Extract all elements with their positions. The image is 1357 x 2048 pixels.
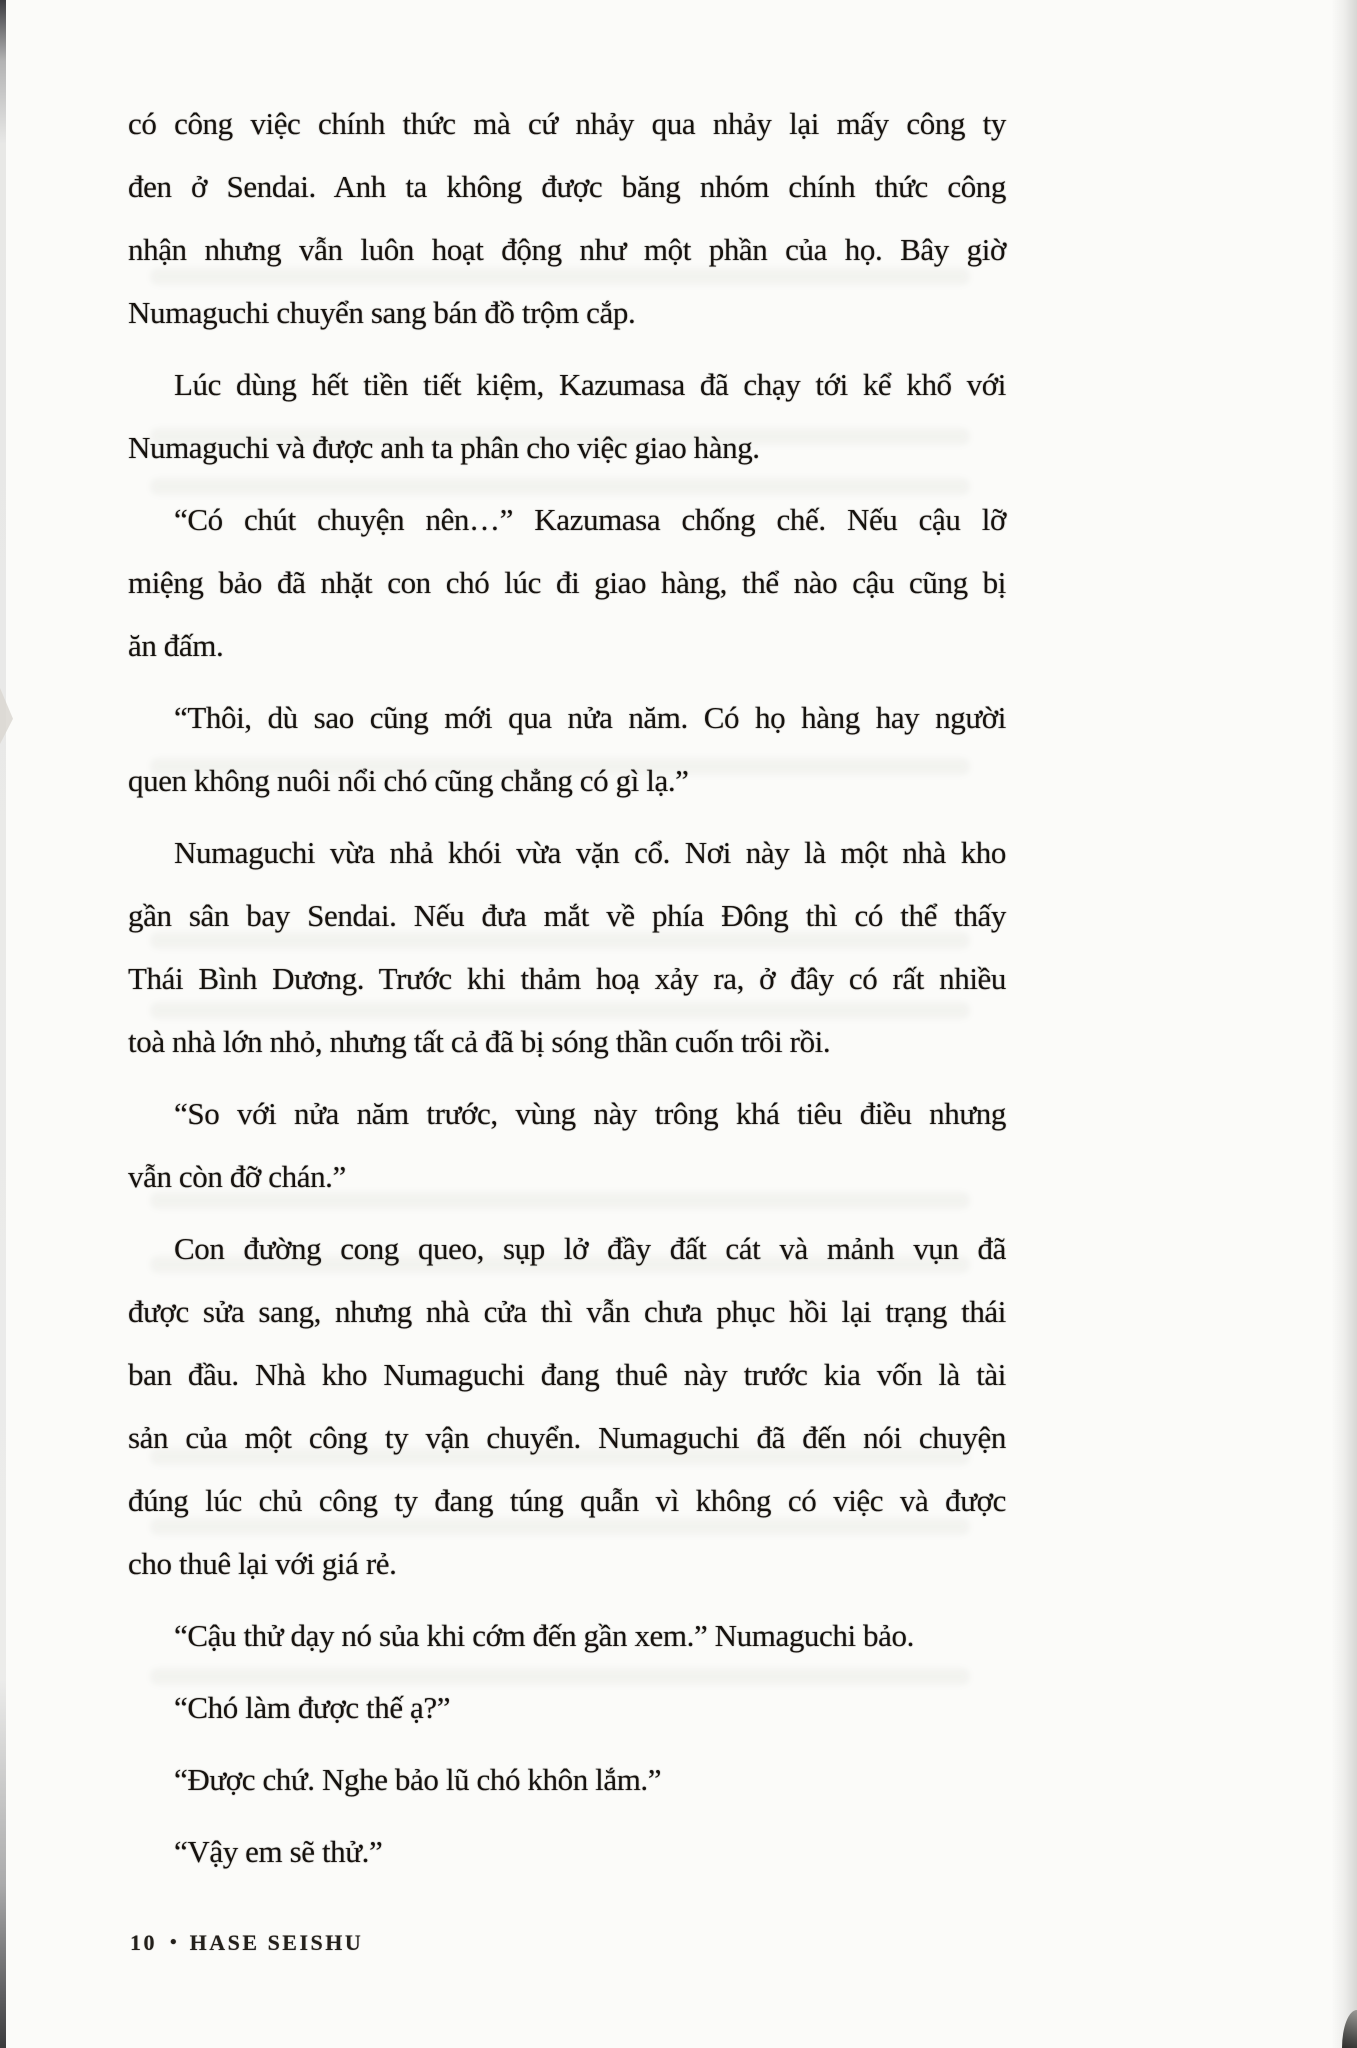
- text-line: “So với nửa năm trước, vùng này trông khá tiêu điều nhưng: [174, 1096, 1006, 1131]
- text-line: Lúc dùng hết tiền tiết kiệm, Kazumasa đã chạy tới kể khổ với: [174, 367, 1006, 402]
- text-line: nhận nhưng vẫn luôn hoạt động như một phần của họ. Bây giờ: [128, 232, 1006, 267]
- text-line: ban đầu. Nhà kho Numaguchi đang thuê này trước kia vốn là tài: [128, 1357, 1006, 1392]
- page-footer: [130, 1930, 363, 1956]
- paragraph: [128, 1217, 1006, 1595]
- text-line: sản của một công ty vận chuyển. Numaguchi đã đến nói chuyện: [128, 1420, 1006, 1455]
- paragraph: [128, 686, 1006, 812]
- footer-bullet-icon: •: [170, 1932, 177, 1953]
- text-line: “Thôi, dù sao cũng mới qua nửa năm. Có họ hàng hay người: [174, 700, 1006, 735]
- text-line: gần sân bay Sendai. Nếu đưa mắt về phía Đông thì có thể thấy: [128, 898, 1006, 933]
- text-line: Numaguchi chuyển sang bán đồ trộm cắp.: [128, 295, 636, 330]
- page-text-block: [128, 92, 1006, 1883]
- text-line: toà nhà lớn nhỏ, nhưng tất cả đã bị sóng thần cuốn trôi rồi.: [128, 1024, 831, 1059]
- paragraph: [128, 1820, 1006, 1883]
- text-line: cho thuê lại với giá rẻ.: [128, 1546, 397, 1581]
- text-line: “Vậy em sẽ thử.”: [174, 1834, 383, 1869]
- text-line: đen ở Sendai. Anh ta không được băng nhóm chính thức công: [128, 169, 1006, 204]
- paragraph: [128, 92, 1006, 344]
- text-line: “Có chút chuyện nên…” Kazumasa chống chế. Nếu cậu lỡ: [174, 502, 1006, 537]
- text-line: Numaguchi và được anh ta phân cho việc giao hàng.: [128, 430, 760, 465]
- left-page-edge-shadow: [0, 0, 6, 2048]
- text-line: có công việc chính thức mà cứ nhảy qua nhảy lại mấy công ty: [128, 106, 1006, 141]
- page-number: 10: [130, 1930, 157, 1955]
- paragraph: [128, 1082, 1006, 1208]
- text-line: Con đường cong queo, sụp lở đầy đất cát và mảnh vụn đã: [174, 1231, 1006, 1266]
- paragraph: [128, 488, 1006, 677]
- text-line: ăn đấm.: [128, 628, 224, 663]
- text-line: Numaguchi vừa nhả khói vừa vặn cổ. Nơi này là một nhà kho: [174, 835, 1006, 870]
- text-line: đúng lúc chủ công ty đang túng quẫn vì không có việc và được: [128, 1483, 1006, 1518]
- text-line: “Cậu thử dạy nó sủa khi cớm đến gần xem.” Numaguchi bảo.: [174, 1618, 914, 1653]
- right-page-curve-shadow: [1331, 0, 1357, 2048]
- text-line: miệng bảo đã nhặt con chó lúc đi giao hàng, thể nào cậu cũng bị: [128, 565, 1006, 600]
- paragraph: [128, 1604, 1006, 1667]
- paragraph: [128, 1676, 1006, 1739]
- text-line: được sửa sang, nhưng nhà cửa thì vẫn chưa phục hồi lại trạng thái: [128, 1294, 1006, 1329]
- running-title: HASE SEISHU: [189, 1930, 364, 1955]
- text-line: “Được chứ. Nghe bảo lũ chó khôn lắm.”: [174, 1762, 662, 1797]
- paragraph: [128, 353, 1006, 479]
- text-line: vẫn còn đỡ chán.”: [128, 1159, 346, 1194]
- text-line: “Chó làm được thế ạ?”: [174, 1690, 451, 1725]
- paragraph: [128, 1748, 1006, 1811]
- text-line: quen không nuôi nổi chó cũng chẳng có gì lạ.”: [128, 763, 689, 798]
- paragraph: [128, 821, 1006, 1073]
- text-line: Thái Bình Dương. Trước khi thảm hoạ xảy ra, ở đây có rất nhiều: [128, 961, 1006, 996]
